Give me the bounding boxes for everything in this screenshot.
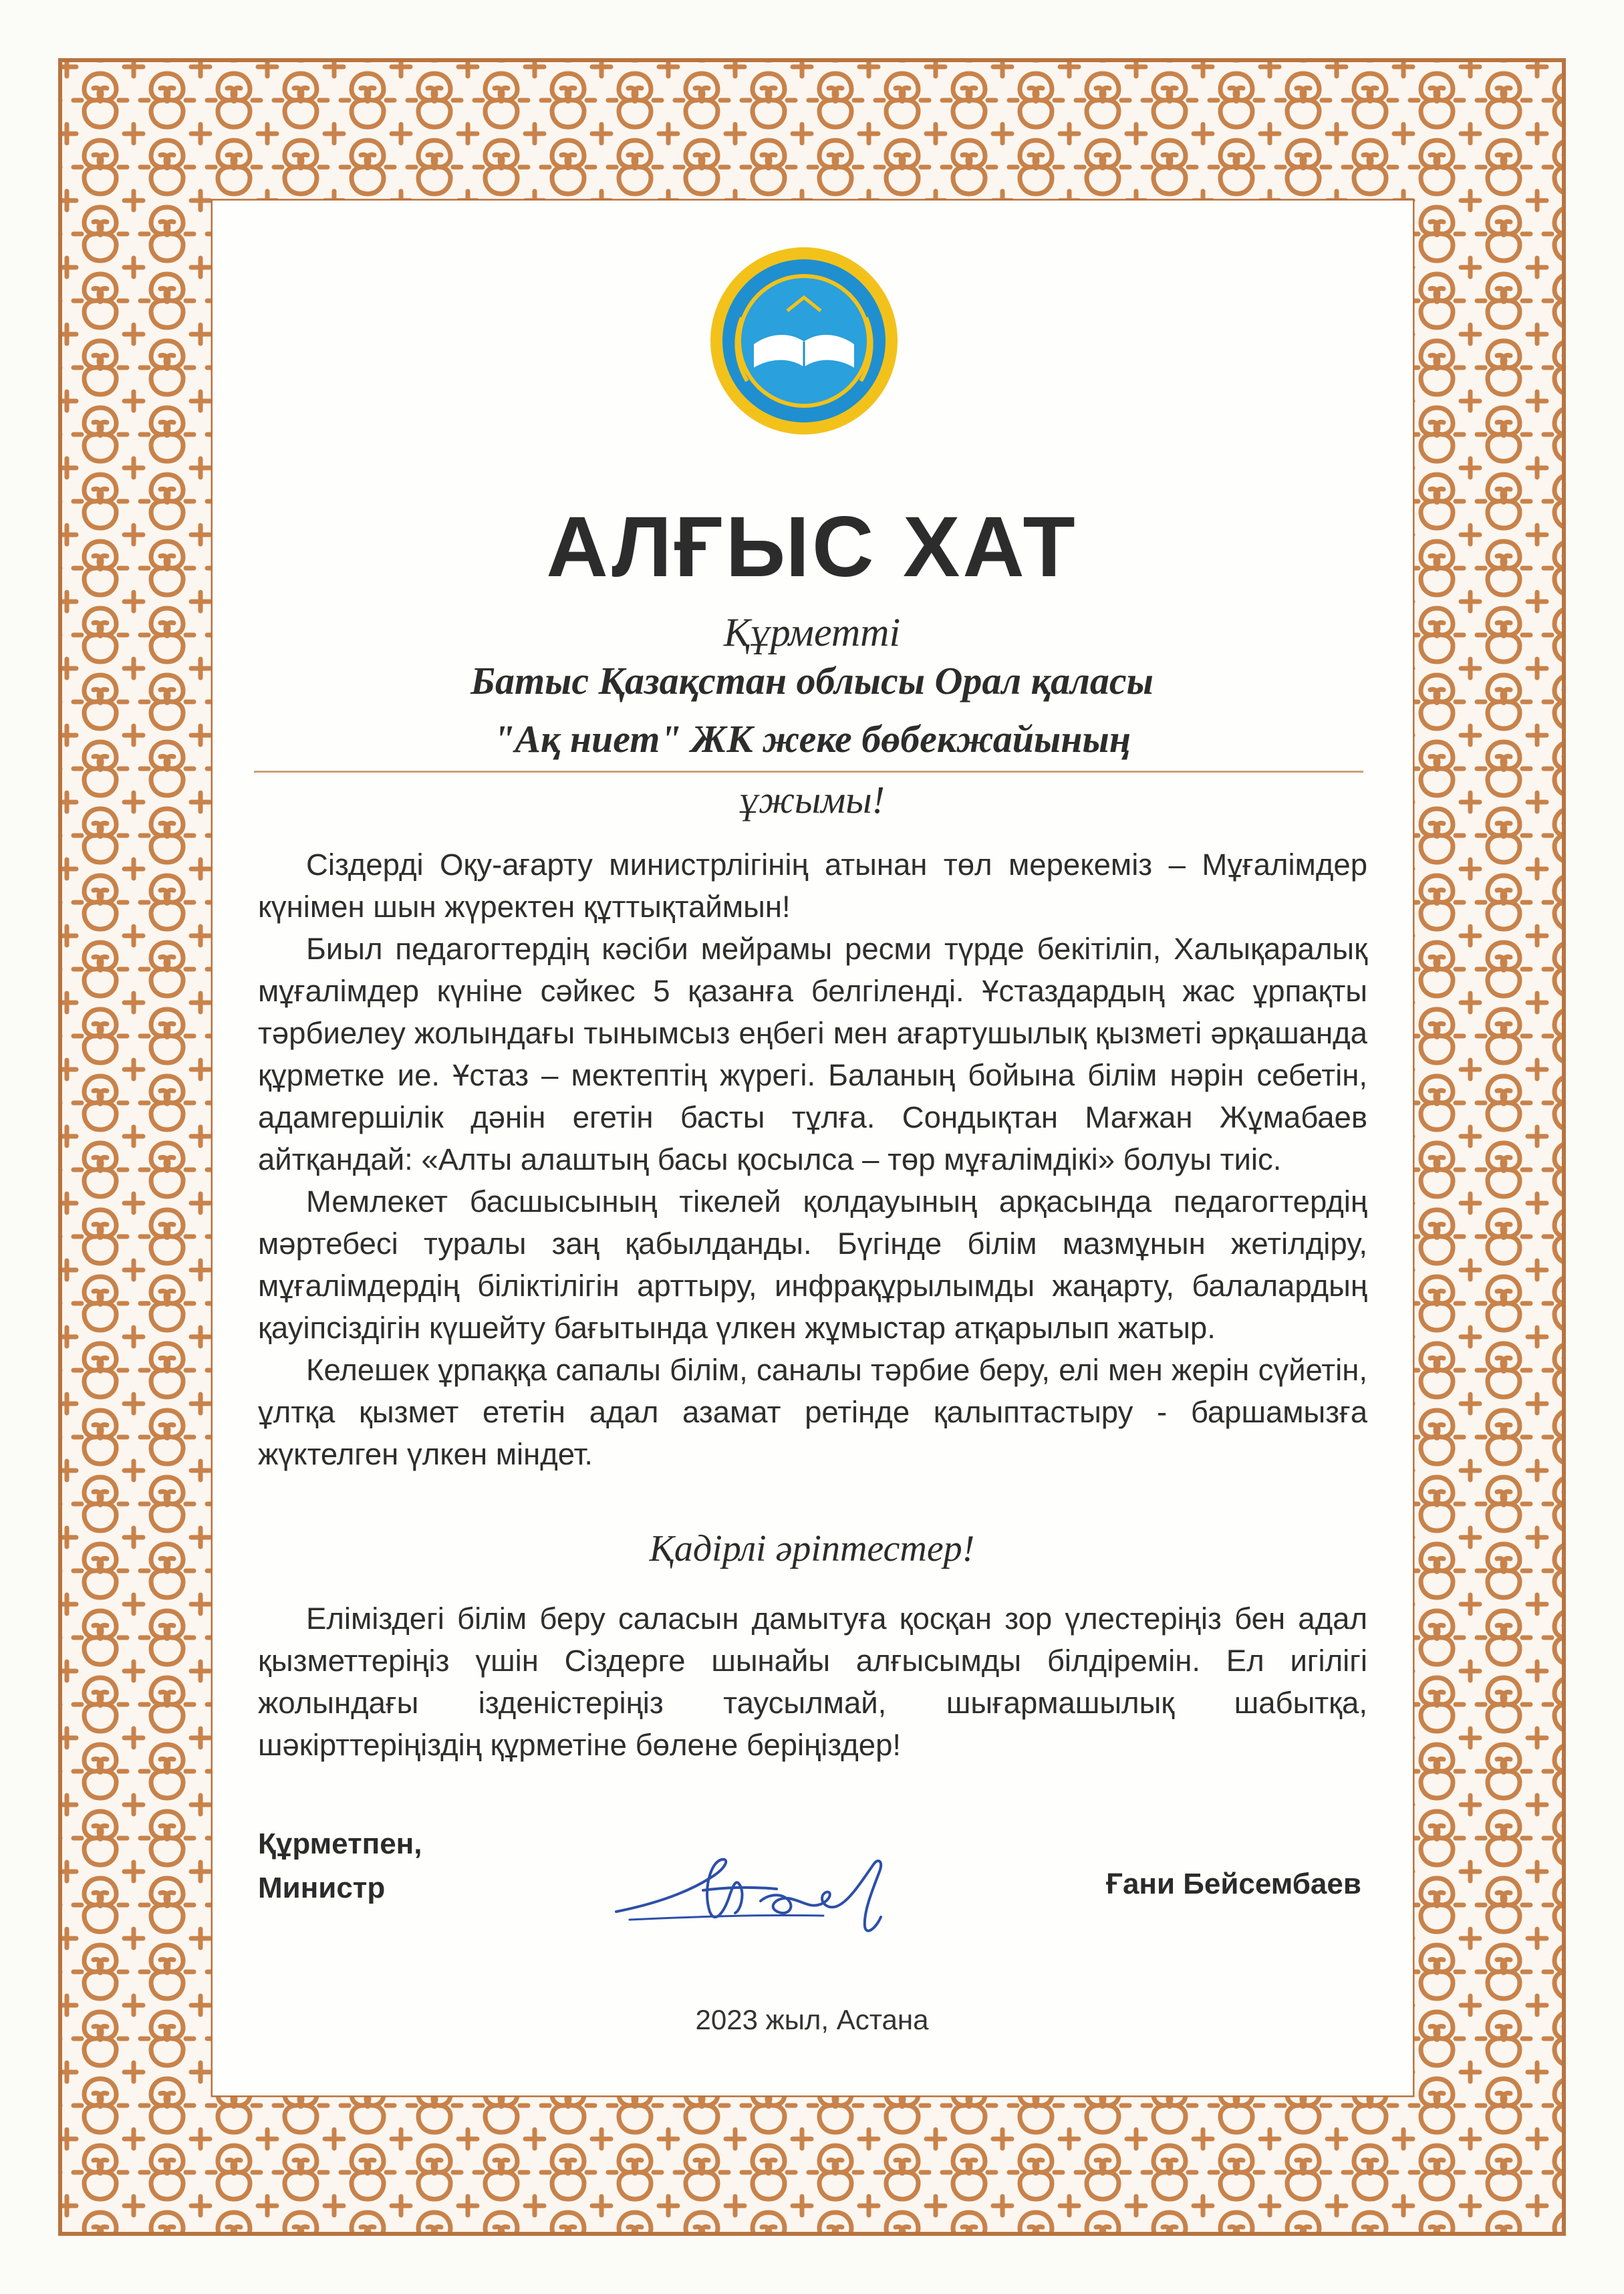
address-line-3: ұжымы! bbox=[739, 778, 885, 821]
closing-line-2: Министр bbox=[258, 1872, 386, 1904]
closing-line-1: Құрметпен, bbox=[258, 1827, 422, 1860]
handwritten-signature bbox=[610, 1831, 957, 1952]
address-respect: Құрметті bbox=[723, 610, 901, 654]
signer-name: Ғани Бейсембаев bbox=[1106, 1868, 1361, 1900]
divider-line bbox=[254, 771, 1363, 773]
body-paragraph: Сіздерді Оқу-ағарту министрлігінің атынан төл мерекеміз – Мұғалімдер күнімен шын жүректен құттықтаймын! bbox=[258, 848, 1367, 924]
greeting: Қадірлі әріптестер! bbox=[649, 1528, 975, 1569]
closing bbox=[258, 1822, 422, 1910]
letter-body bbox=[258, 844, 1367, 1475]
body-paragraph: Биыл педагогтердің кәсіби мейрамы ресми түрде бекітіліп, Халықаралық мұғалімдер күніне сәйкес 5 қазанға белгіленді. Ұстаздардың жас ұрпақты тәрбиелеу жолындағы тынымсыз еңбегі мен ағартушылық қызметі әрқашанда құрметке ие. Ұстаз – мектептің жүрегі. Баланың бойына білім нәрін себетін, адамгершілік дәнін егетін басты тұлға. Сондықтан Мағжан Жұмабаев айтқандай: «Алты алаштың басы қосылса – төр мұғалімдікі» болуы тиіс. bbox=[258, 932, 1367, 1176]
ministry-emblem-icon bbox=[707, 244, 901, 438]
address-line-2: "Ақ ниет" ЖК жеке бөбекжайының bbox=[493, 717, 1131, 761]
body-paragraph: Мемлекет басшысының тікелей қолдауының арқасында педагогтердің мәртебесі туралы заң қабылданды. Бүгінде білім мазмұнын жетілдіру, мұғалімдердің біліктілігін арттыру, инфрақұрылымды жаңарту, балалардың қауіпсіздігін күшейту бағытында үлкен жұмыстар атқарылып жатыр. bbox=[258, 1184, 1367, 1345]
body-paragraph: Келешек ұрпаққа сапалы білім, саналы тәрбие беру, елі мен жерін сүйетін, ұлтқа қызмет ететін адал азамат ретінде қалыптастыру - баршамызға жүктелген үлкен міндет. bbox=[258, 1353, 1367, 1471]
body-paragraph: Еліміздегі білім беру саласын дамытуға қосқан зор үлестеріңіз бен адал қызметтеріңіз үшін Сіздерге шынайы алғысымды білдіремін. Ел игілігі жолындағы ізденістеріңіз таусылмай, шығармашылық шабытқа, шәкірттеріңіздің құрметіне бөлене беріңіздер! bbox=[258, 1602, 1367, 1762]
document-title: АЛҒЫС ХАТ bbox=[546, 499, 1078, 595]
letter-body-2 bbox=[258, 1598, 1367, 1766]
footer-date-place: 2023 жыл, Астана bbox=[695, 2004, 929, 2035]
address-line-1: Батыс Қазақстан облысы Орал қаласы bbox=[470, 659, 1154, 703]
